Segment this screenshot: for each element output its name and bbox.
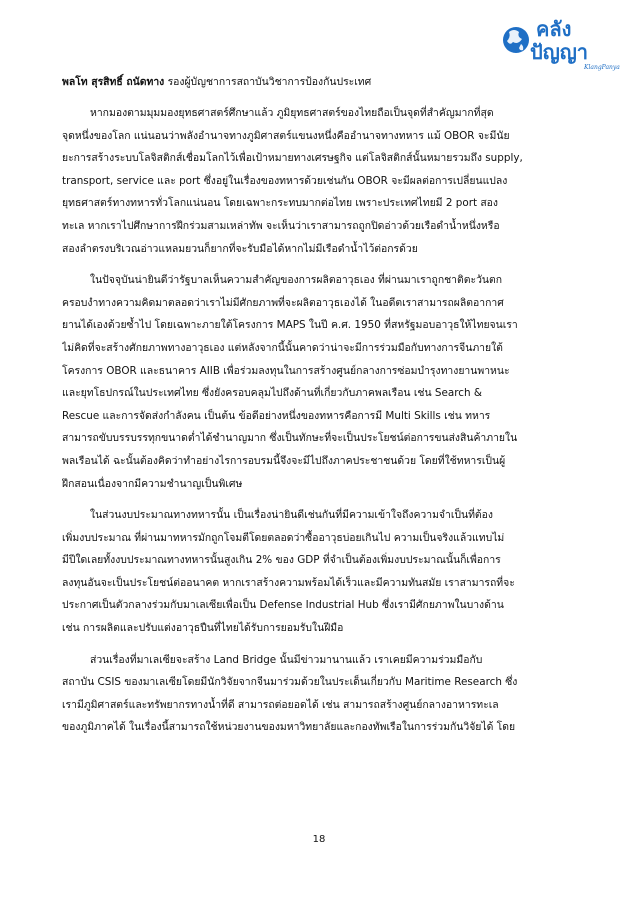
text-line: และยุทโธปกรณ์ในประเทศไทย ซึ่งยังครอบคลุมไปถึงด้านที่เกี่ยวกับภาคพลเรือน เช่น Search & xyxy=(62,387,482,400)
text-line: มีปีใดเลยทั้งงบประมาณทางทหารนั้นสูงเกิน 2% ของ GDP ที่จำเป็นต้องเพิ่มงบประมาณนั้นก็เพื่อการ xyxy=(62,554,501,567)
paragraph-2 xyxy=(62,269,566,495)
text-line: ส่วนเรื่องที่มาเลเซียจะสร้าง Land Bridge นั้นมีข่าวมานานแล้ว เราเคยมีความร่วมมือกับ xyxy=(90,653,483,666)
text-line: ประกาศเป็นตัวกลางร่วมกับมาเลเซียเพื่อเป็น Defense Industrial Hub ซึ่งเรามีศักยภาพในบางด้าน xyxy=(62,599,504,612)
page-number: 18 xyxy=(312,834,326,845)
text-line: สามารถขับบรรบรรทุกขนาดต่ำได้ชำนาญมาก ซึ่งเป็นทักษะที่จะเป็นประโยชน์ต่อการขนส่งสินค้าภายใน xyxy=(62,432,518,445)
author-name: พลโท สุรสิทธิ์ ถนัดทาง xyxy=(62,76,165,88)
text-line: โครงการ OBOR และธนาคาร AIIB เพื่อร่วมลงทุนในการสร้างศูนย์กลางการซ่อมบำรุงทางยานพาหนะ xyxy=(62,364,510,377)
text-line: สองลำตรงบริเวณอ่าวแหลมยวนก็ยากที่จะรับมือได้หากไม่มีเรือดำน้ำไว้ต่อกรด้วย xyxy=(62,242,418,255)
text-line: ยะการสร้างระบบโลจิสติกส์เชื่อมโลกไว้เพื่อเป้าหมายทางเศรษฐกิจ แต่โลจิสติกส์นั้นหมายรวมถึง supply, xyxy=(62,152,523,165)
text-line: ทะเล หากเราไปศึกษาการฝึกร่วมสามเหล่าทัพ จะเห็นว่าเราสามารถถูกปิดอ่าวด้วยเรือดำน้ำหนึ่งหรือ xyxy=(62,219,500,232)
text-line: เพิ่มงบประมาณ ที่ผ่านมาทหารมักถูกโจมตีโดยตลอดว่าซื้ออาวุธบ่อยเกินไป ความเป็นจริงแล้วแทบไม่ xyxy=(62,531,505,544)
text-line: จุดหนึ่งของโลก แน่นอนว่าพลังอำนาจทางภูมิศาสตร์แขนงหนึ่งคืออำนาจทางทหาร แม้ OBOR จะมีนัย xyxy=(62,129,510,142)
text-line: ในปัจจุบันน่ายินดีว่ารัฐบาลเห็นความสำคัญของการผลิตอาวุธเอง ที่ผ่านมาเราถูกชาติตะวันตก xyxy=(90,274,503,287)
paragraph-3 xyxy=(62,504,566,640)
text-line: พลเรือนได้ ฉะนั้นต้องคิดว่าทำอย่างไรการอบรมนี้จึงจะมีไปถึงภาคประชาชนด้วย โดยที่ใช้ทหารเป็นผู้ xyxy=(62,454,506,467)
globe-icon xyxy=(500,10,628,72)
logo-text-bottom: ปัญญา xyxy=(530,40,589,64)
text-line: ไม่คิดที่จะสร้างศักยภาพทางอาวุธเอง แต่หลังจากนี้นั้นคาดว่าน่าจะมีการร่วมมือกับทางการจีนภายใต้ xyxy=(62,341,503,354)
text-line: ฝึกสอนเนื่องจากมีความชำนาญเป็นพิเศษ xyxy=(62,477,243,490)
text-line: ครอบงำทางความคิดมาตลอดว่าเราไม่มีศักยภาพที่จะผลิตอาวุธเองได้ ในอดีตเราสามารถผลิตอากาศ xyxy=(62,296,504,309)
text-line: เช่น การผลิตและปรับแต่งอาวุธปืนที่ไทยได้รับการยอมรับในฝีมือ xyxy=(62,622,344,635)
logo-text-top: คลัง xyxy=(536,17,572,41)
text-line: เรามีภูมิศาสตร์และทรัพยากรทางน้ำที่ดี สามารถต่อยอดได้ เช่น สามารถสร้างศูนย์กลางอาหารทะเล xyxy=(62,698,499,711)
paragraph-4 xyxy=(62,649,566,739)
text-line: ในส่วนงบประมาณทางทหารนั้น เป็นเรื่องน่ายินดีเช่นกันที่มีความเข้าใจถึงความจำเป็นที่ต้อง xyxy=(90,509,493,522)
author-line xyxy=(62,72,566,93)
text-line: ยานได้เองด้วยซ้ำไป โดยเฉพาะภายใต้โครงการ MAPS ในปี ค.ศ. 1950 ที่สหรัฐมอบอาวุธให้ไทยจนเรา xyxy=(62,319,518,332)
logo-tagline: KlangPanya xyxy=(584,64,620,71)
text-line: สถาบัน CSIS ของมาเลเซียโดยมีนักวิจัยจากจีนมาร่วมด้วยในประเด็นเกี่ยวกับ Maritime Research ซึ่ง xyxy=(62,676,518,689)
author-position: รองผู้บัญชาการสถาบันวิชาการป้องกันประเทศ xyxy=(167,76,372,88)
text-line: ของภูมิภาคได้ ในเรื่องนี้สามารถใช้หน่วยงานของมหาวิทยาลัยและกองทัพเรือในการร่วมกันวิจัยได้ โดย xyxy=(62,721,516,734)
text-line: หากมองตามมุมมองยุทธศาสตร์ศึกษาแล้ว ภูมิยุทธศาสตร์ของไทยถือเป็นจุดที่สำคัญมากที่สุด xyxy=(90,107,494,119)
klangpanya-logo xyxy=(500,10,628,72)
text-line: ยุทธศาสตร์ทางทหารทั่วโลกแน่นอน โดยเฉพาะกระทบมากต่อไทย เพราะประเทศไทยมี 2 port สอง xyxy=(62,197,499,210)
text-line: Rescue และการจัดส่งกำลังคน เป็นต้น ข้อดีอย่างหนึ่งของทหารคือการมี Multi Skills เช่น ทหาร xyxy=(62,409,491,422)
text-line: transport, service และ port ซึ่งอยู่ในเรื่องของทหารด้วยเช่นกัน OBOR จะมีผลต่อการเปลี่ยนแปลง xyxy=(62,174,508,187)
article-body xyxy=(62,72,566,748)
paragraph-1 xyxy=(62,102,566,260)
text-line: ลงทุนอันจะเป็นประโยชน์ต่ออนาคต หากเราสร้างความพร้อมได้เร็วและมีความทันสมัย เราสามารถที่จะ xyxy=(62,576,515,589)
